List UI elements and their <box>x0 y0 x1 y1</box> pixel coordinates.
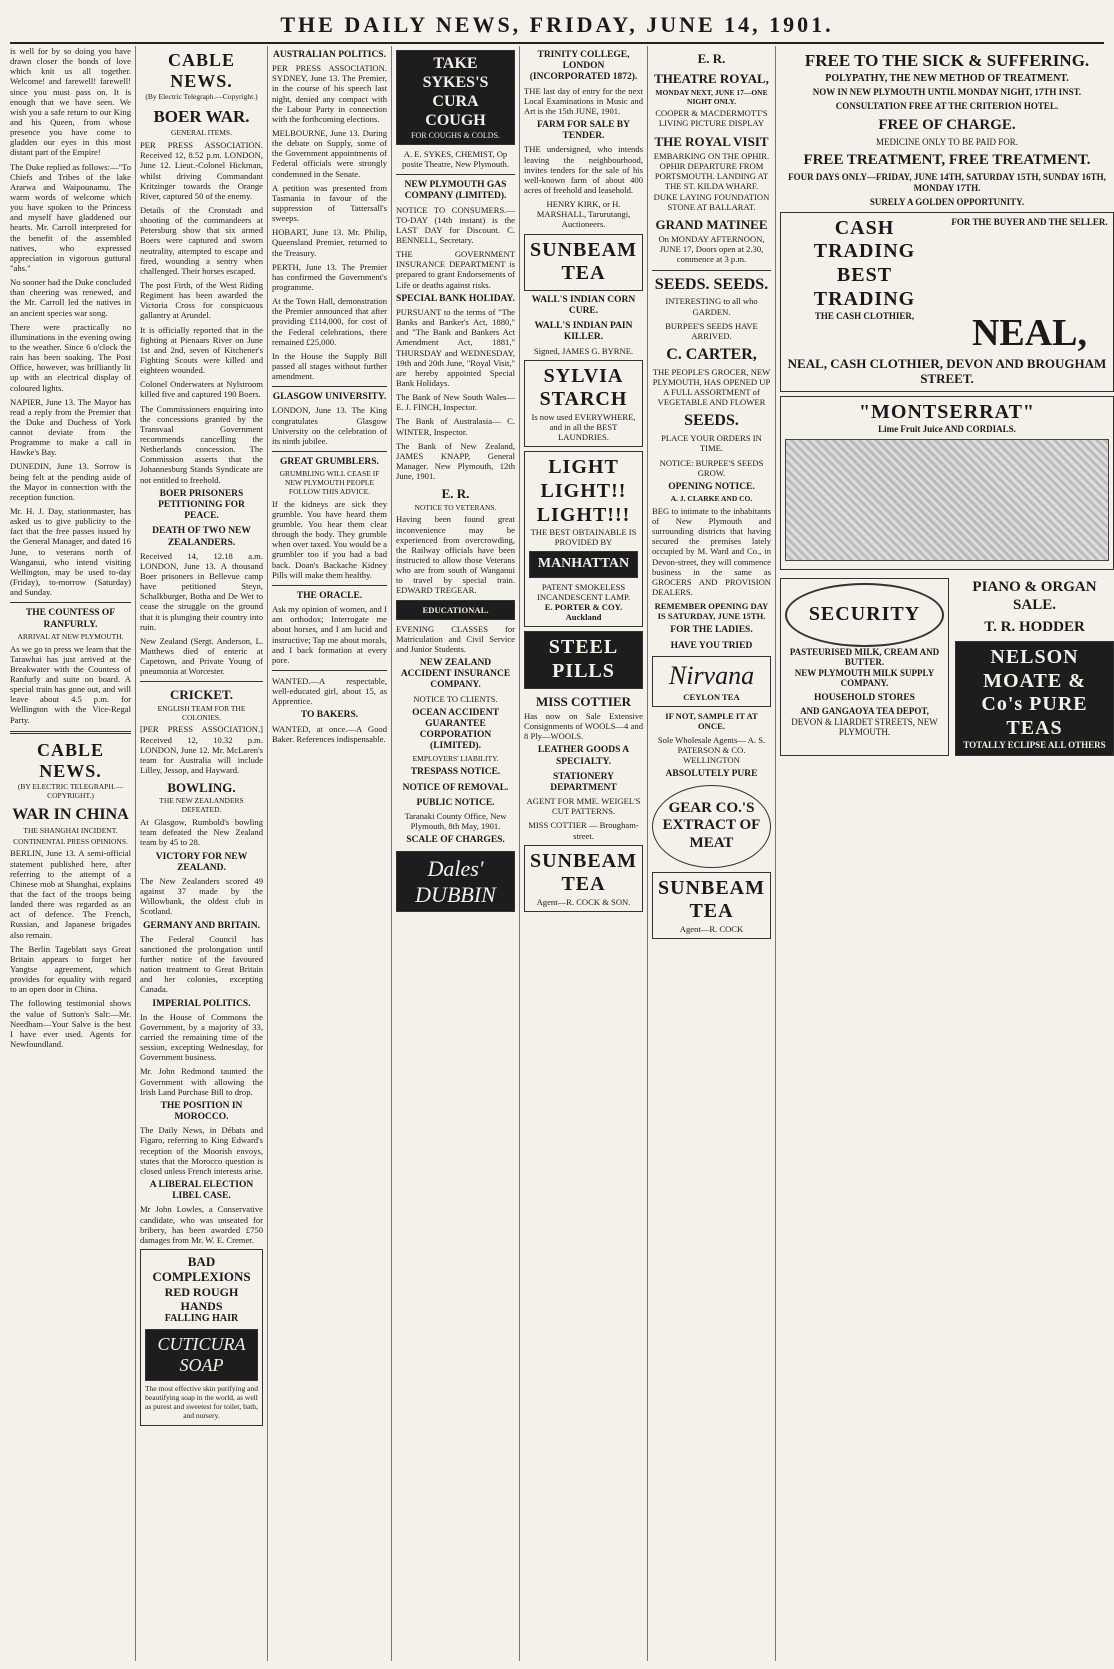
nirvana-tea-advertisement <box>652 656 771 707</box>
notice-text: Sole Wholesale Agents— A. S. PATERSON & CO. WELLINGTON <box>657 734 766 766</box>
subheadline: CONTINENTAL PRESS OPINIONS. <box>13 836 128 846</box>
headline: THE COUNTESS OF RANFURLY. <box>25 608 116 630</box>
headline: STATIONERY DEPARTMENT <box>550 771 617 793</box>
article-text: The New Zealanders scored 49 against 37 made by the Willowbank, the oldest club in Scotland. <box>140 875 263 917</box>
notice-text: The Bank of Australasia— C. WINTER, Inspector. <box>396 416 515 437</box>
notice-text: On MONDAY AFTERNOON, JUNE 17, Doors open at 2.30, commence at 3 p.m. <box>658 234 765 265</box>
headline: OPENING NOTICE. <box>668 481 755 492</box>
notice-text: EVENING CLASSES for Matriculation and Civil Service and Junior Students. <box>396 623 515 654</box>
notice-text: EMBARKING ON THE OPHIR. OPHIR DEPARTURE FROM PORTSMOUTH. LANDING AT THE ST. KILDA WHARF. DUKE LAYING FOUNDATION STONE AT BALLARAT. <box>653 150 770 212</box>
ad-text: AND GANGAOYA TEA DEPOT, <box>800 706 929 717</box>
subheadline: POLYPATHY, THE NEW METHOD OF TREATMENT. <box>825 73 1069 85</box>
headline: BOER PRISONERS PETITIONING FOR PEACE. <box>158 488 245 522</box>
newspaper-columns <box>10 46 1108 1661</box>
headline: FARM FOR SALE BY TENDER. <box>537 120 630 142</box>
ad-footer: NEAL, CASH CLOTHIER, DEVON AND BROUGHAM STREET. <box>787 356 1107 387</box>
ad-text: Agent—R. COCK <box>679 923 744 934</box>
ad-brand: "MONTSERRAT" <box>858 400 1036 423</box>
subheadline: NOTICE TO VETERANS. <box>414 502 497 512</box>
ad-header <box>785 217 1109 311</box>
ad-column-right <box>955 574 1114 760</box>
article-text: [PER PRESS ASSOCIATION.] Received 12, 10.32 p.m. LONDON, June 12. Mr. McLaren's team for Australia will include Lilley, Jessop, and Hayward. <box>140 724 263 775</box>
notice-text: PLACE YOUR ORDERS IN TIME. <box>661 433 762 454</box>
headline: NEW PLYMOUTH GAS COMPANY (LIMITED). <box>404 180 507 202</box>
subheadline: ARRIVAL AT NEW PLYMOUTH. <box>17 631 124 641</box>
ad-text: PATENT SMOKELESS INCANDESCENT LAMP. <box>537 581 630 603</box>
ad-text: DEVON & LIARDET STREETS, NEW PLYMOUTH. <box>791 716 938 738</box>
ad-text: The most effective skin purifying and beautifying soap in the world, as well as purest and sweetest for toilet, bath, and nursery. <box>145 1384 258 1420</box>
article-text: Mr. John Redmond taunted the Government with allowing the Irish Land Purchase Bill to drop. <box>140 1066 263 1097</box>
article-text: The post Firth, of the West Riding Regiment has been awarded the Victoria Cross for conspicuous gallantry at Arundel. <box>140 280 263 321</box>
article-text: LONDON, June 13. The King congratulates Glasgow University on the celebration of its ninth jubilee. <box>272 405 387 446</box>
article-text: Ask my opinion of women, and I am orthodox; Interrogate me about horses, and I am lucid and instructive; Tap me about morals, and I back formation at every pore. <box>272 604 387 665</box>
classified-ad: WANTED.—A respectable, well-educated girl, about 15, as Apprentice. <box>272 675 387 707</box>
headline: PIANO & ORGAN SALE. <box>972 578 1097 613</box>
headline: C. CARTER, <box>666 345 757 363</box>
article-text: HOBART, June 13. Mr. Philip, Queensland Premier, returned to the Treasury. <box>272 227 387 258</box>
masthead: THE DAILY NEWS, FRIDAY, JUNE 14, 1901. <box>10 8 1104 44</box>
ad-headline: BAD COMPLEXIONS <box>152 1253 251 1285</box>
article-text: BERLIN, June 13. A semi-official statement published here, after referring to the attempt of a Chinese mob at Shanghai, explains that the fact of the troops being landed there was regarded as an act of defence. The French, Russian, and Japanese brigades also remain. <box>10 848 131 940</box>
ad-headline: FALLING HAIR <box>164 1312 239 1324</box>
headline: IMPERIAL POLITICS. <box>152 998 251 1009</box>
article-text: It is officially reported that in the fighting at Pienaars River on June 1st and 2nd, seven of Kitchener's Fighting Scouts were killed and eighteen wounded. <box>140 324 263 376</box>
notice-text: Has now on Sale Extensive Consignments of WOOLS—4 and 8 Ply—WOOLS. <box>524 710 643 742</box>
headline: SCALE OF CHARGES. <box>406 835 505 846</box>
notice-text: BEG to intimate to the inhabitants of New Plymouth and surrounding districts that having secured the premises lately occupied by M. Ward and Co., in Devon-street, they will commence business in the same as GROCERS AND PROVISION DEALERS. <box>652 505 771 598</box>
manhattan-lamp-advertisement <box>524 451 643 627</box>
article-text: The Commissioners enquiring into the concessions granted by the Transvaal Government recommends cancelling the Netherlands concession. The Commission asserts that the Johannesburg Stands Syndicate are not entitled to freehold. <box>140 403 263 485</box>
headline: PUBLIC NOTICE. <box>416 797 495 808</box>
headline: TRESPASS NOTICE. <box>410 767 501 778</box>
nelson-moate-tea-advertisement <box>955 641 1114 756</box>
headline: E. R. <box>441 486 470 502</box>
headline: SPECIAL BANK HOLIDAY. <box>396 293 515 304</box>
notice-text: NOTICE: BURPEE'S SEEDS GROW. <box>659 457 764 478</box>
subheadline: THE NEW ZEALANDERS DEFEATED. <box>159 796 244 815</box>
article-text: As we go to press we learn that the Tarawhai has just arrived at the Breakwater with the Countess of Ranfurly and suite on board. A special train has gone out, and will leave about 4.5 p.m. for Wellington with the Vice-Regal Party. <box>10 643 131 725</box>
article-text: Details of the Cronstadt and shooting of the commandeers at Petersburg show that six armed Boers were captured and sworn neutrality, attempted to escape and fired, wounding a sentry when challenged. Their horses escaped. <box>140 205 263 276</box>
divider <box>652 270 771 271</box>
ad-headline: LIGHT LIGHT!! LIGHT!!! <box>536 456 631 526</box>
article-text: The Federal Council has sanctioned the prolongation until further notice of the favoured nation treatment to Great Britain and her colonies, excepting Canada. <box>140 933 263 995</box>
notice-text: HENRY KIRK, or H. MARSHALL, Tarurutangi, Auctioneers. <box>536 199 631 230</box>
column-4 <box>396 46 520 1661</box>
article-text: New Zealand (Sergt. Anderson, L. Matthews died of enteric at Capetown, and Private Young of pneumonia at Worcester. <box>140 635 263 677</box>
ad-tagline: CEYLON TEA <box>683 691 740 702</box>
ad-brand: SUNBEAM TEA <box>657 876 765 923</box>
gear-extract-advertisement: GEAR CO.'S EXTRACT OF MEAT <box>652 785 771 868</box>
notice-text: NOTICE TO CONSUMERS.—TO-DAY (14th instant) is the LAST DAY for Discount. C. BENNELL, Secretary. <box>396 204 515 246</box>
headline: FREE OF CHARGE. <box>878 117 1016 134</box>
headline: WAR IN CHINA <box>12 805 129 823</box>
ad-tagline: FOR COUGHS & COLDS. <box>411 130 500 140</box>
article-text: If the kidneys are sick they grumble. You have heard them grumble. You hear them clear through the body. They grumble when over taxed. You would be a grumbler too if you had a bad back. Doan's Backache Kidney Pills will make them healthy. <box>272 498 387 580</box>
ad-tagline: FOR THE BUYER AND THE SELLER. <box>951 216 1108 227</box>
headline: CRICKET. <box>170 687 233 703</box>
column-3 <box>272 46 392 1661</box>
headline: GLASGOW UNIVERSITY. <box>272 392 387 403</box>
ad-row <box>780 574 1114 760</box>
headline: E. R. <box>697 51 726 66</box>
headline: A LIBERAL ELECTION LIBEL CASE. <box>149 1180 254 1202</box>
column-5 <box>524 46 648 1661</box>
neal-clothier-advertisement <box>780 212 1114 392</box>
headline: VICTORY FOR NEW ZEALAND. <box>155 851 248 873</box>
notice-text: INTERESTING to all who GARDEN. <box>665 296 758 317</box>
subheadline: GRUMBLING WILL CEASE IF NEW PLYMOUTH PEOPLE FOLLOW THIS ADVICE. <box>279 469 380 496</box>
cura-cough-advertisement <box>396 50 515 145</box>
article-text: Colonel Onderwaters at Nylstroom killed five and captured 190 Boers. <box>140 379 263 400</box>
article-text: At Glasgow, Rumbold's bowling team defeated the New Zealand team by 45 to 28. <box>140 817 263 848</box>
headline: SEEDS. SEEDS. <box>654 275 769 293</box>
cuticura-advertisement <box>140 1249 263 1426</box>
divider <box>396 174 515 175</box>
subheadline: GENERAL ITEMS. <box>171 128 232 138</box>
notice-text: REMEMBER OPENING DAY IS SATURDAY, JUNE 15TH. <box>654 601 769 622</box>
ad-text: PASTEURISED MILK, CREAM AND BUTTER. <box>789 646 940 668</box>
divider <box>272 670 387 671</box>
headline: THEATRE ROYAL, <box>654 71 769 87</box>
article-text: is well for by so doing you have drawn closer the bonds of love which knit us all together. Welcome! and farewell! farewell! since you must pass on. It is enough that we have seen. We wish you a safe return to our King and his Queen, from whose presence you have come to gladden our eyes in this most distant part of the Empire! <box>10 46 131 158</box>
headline: FREE TREATMENT, FREE TREATMENT. <box>803 152 1091 169</box>
section-title: CABLE NEWS. <box>36 739 104 781</box>
ad-text: E. PORTER & COY. Auckland <box>544 602 623 623</box>
article-text: At the Town Hall, demonstration the Premier announced that after providing £114,000, for cost of the Federal celebrations, there remained £25,000. <box>272 296 387 347</box>
headline: GREAT GRUMBLERS. <box>280 457 379 468</box>
notice-text: COOPER & MACDERMOTT'S LIVING PICTURE DISPLAY <box>655 108 768 129</box>
column-7 <box>780 46 1114 1661</box>
headline: TRINITY COLLEGE, LONDON (INCORPORATED 1872). <box>529 50 638 83</box>
article-text: NAPIER, June 13. The Mayor has read a reply from the Premier that the Duke and Duchess of York cannot deviate from the Programme to make a call in Hawke's Bay. <box>10 396 131 458</box>
headline: HOUSEHOLD STORES <box>814 692 915 703</box>
notice-text: SURELY A GOLDEN OPPORTUNITY. <box>869 197 1025 208</box>
dubbin-advertisement: Dales' DUBBIN <box>396 851 515 913</box>
headline: THE ROYAL VISIT <box>654 133 769 149</box>
ad-brand: NEAL, <box>971 312 1088 355</box>
ad-text: A. E. SYKES, CHEMIST, Op posite Theatre, New Plymouth. <box>401 148 509 170</box>
ad-tagline: TOTALLY ECLIPSE ALL OTHERS <box>963 740 1106 751</box>
headline: AUSTRALIAN POLITICS. <box>273 50 386 60</box>
headline: TO BAKERS. <box>300 710 359 721</box>
article-text: In the House of Commons the Government, by a majority of 33, carried the remaining time of the session, excepting Wednesday, for Government business. <box>140 1011 263 1063</box>
ad-text: Is now used EVERYWHERE, and in all the BEST LAUNDRIES. <box>531 411 636 443</box>
ad-brand: Nirvana <box>668 660 755 690</box>
notice-text: THE GOVERNMENT INSURANCE DEPARTMENT is prepared to grant Endorsements of Life or deaths against risks. <box>396 249 515 290</box>
headline: GERMANY AND BRITAIN. <box>143 920 260 931</box>
section-title: CABLE NEWS. <box>167 50 235 92</box>
sunbeam-tea-advertisement <box>524 845 643 912</box>
ad-text: THE CASH CLOTHIER, <box>814 311 915 322</box>
article-text: Mr. H. J. Day, stationmaster, has asked us to give publicity to the fact that the free passes issued by the General Manager, and dated 16 June, to veterans north of Wanganui, who intend visiting Wellington, may be used to-day (Friday), to-morrow (Saturday) and Sunday. <box>10 506 131 598</box>
subheadline: EMPLOYERS' LIABILITY. <box>412 753 499 763</box>
montserrat-advertisement <box>780 396 1114 570</box>
security-milk-advertisement <box>780 578 949 756</box>
notice-text: MEDICINE ONLY TO BE PAID FOR. <box>875 136 1019 147</box>
column-6 <box>652 46 776 1661</box>
notice-text: Signed, JAMES G. BYRNE. <box>533 345 634 356</box>
ad-brand-row <box>785 311 1109 356</box>
notice-text: NOTICE TO CLIENTS. <box>413 693 498 704</box>
article-text: MELBOURNE, June 13. During the debate on Supply, some of the Government appointments of Federal officials were strongly condemned in the Senate. <box>272 128 387 179</box>
notice-text: THE PEOPLE'S GROCER, NEW PLYMOUTH, HAS OPENED UP A FULL ASSORTMENT of VEGETABLE AND FLOWER <box>652 366 771 408</box>
headline: MISS COTTIER <box>536 693 631 709</box>
divider <box>140 681 263 682</box>
headline: FREE TO THE SICK & SUFFERING. <box>804 51 1090 70</box>
steel-pills-advertisement: STEEL PILLS <box>524 631 643 688</box>
notice-text: The Bank of New Zealand, JAMES KNAPP, General Manager. New Plymouth, 12th June, 1901. <box>396 440 515 482</box>
article-text: Received 14, 12.18 a.m. LONDON, June 13. A thousand Boer prisoners in Bellevue camp have petitioned Steyn, Schalkburger, Botha and De Wet to cease the struggle on the ground that it is plunging their country into ruin. <box>140 550 263 632</box>
headline: OCEAN ACCIDENT GUARANTEE CORPORATION (LIMITED). <box>412 707 499 752</box>
notice-text: Having been found great inconvenience may be experienced from overcrowding, the Railway officials have been instructed to allow those Veterans who are from south of Wanganui to travel by special train. EDWARD TREGEAR. <box>396 514 515 596</box>
article-text: PER PRESS ASSOCIATION. SYDNEY, June 13. The Premier, in the course of his speech last night, denied any compact with the Labour Party in connection with the forthcoming elections. <box>272 63 387 124</box>
ad-seal: SECURITY <box>785 583 944 647</box>
subheadline: (BY ELECTRIC TELEGRAPH.—COPYRIGHT.) <box>17 782 124 800</box>
divider <box>272 451 387 452</box>
ad-text: THE BEST OBTAINABLE IS PROVIDED BY <box>530 527 637 548</box>
notice-text: AGENT FOR MME. WEIGEL'S CUT PATTERNS. <box>526 796 641 817</box>
headline: THE POSITION IN MOROCCO. <box>160 1100 243 1123</box>
notice-text: FOUR DAYS ONLY—FRIDAY, JUNE 14TH, SATURDAY 15TH, SUNDAY 16TH, MONDAY 17TH. <box>788 172 1106 193</box>
article-text: No sooner had the Duke concluded than cheering was renewed, and the Mr. Carroll led the natives in an ancient species war song. <box>10 277 131 318</box>
subheadline: MONDAY NEXT, JUNE 17—ONE NIGHT ONLY. <box>655 87 768 106</box>
notice-text: BURPEE'S SEEDS HAVE ARRIVED. <box>665 320 758 341</box>
article-text: The Duke replied as follows:—"To Chiefs and Tribes of the lake Ararwa and Waipounamu. The warm words of welcome which you have spoken to the Princess and myself have gladdened our hearts. Mr. Carroll interpreted for the benefit of the assembled natives, who expressed appreciation in vigorous guttural "ahs." <box>10 161 131 273</box>
notice-text: NOW IN NEW PLYMOUTH UNTIL MONDAY NIGHT, 17TH INST. <box>812 86 1082 97</box>
subheadline: ENGLISH TEAM FOR THE COLONIES. <box>157 703 246 722</box>
ad-brand: MANHATTAN <box>529 551 638 578</box>
notice-text: PURSUANT to the terms of "The Banks and Banker's Act, 1880," and "The Bank and Bankers Act Amendment Act, 1881," THURSDAY and WEDNESDAY, 19th and 20th June, "Royal Visit," are hereby appointed Special Bank Holidays. <box>396 306 515 388</box>
headline: NOTICE OF REMOVAL. <box>402 782 509 793</box>
ad-tagline: Lime Fruit Juice AND CORDIALS. <box>878 424 1016 435</box>
notice-text: The Bank of New South Wales— E. J. FINCH, Inspector. <box>396 392 515 413</box>
headline: BOER WAR. <box>153 107 250 127</box>
headline: WALL'S INDIAN PAIN KILLER. <box>534 321 633 343</box>
headline: ABSOLUTELY PURE <box>665 769 758 780</box>
article-text: The following testimonial shows the value of Sutton's Salt:—Mr. Needham—Your Salve is the best I have ever used. Agents for Newfoundland. <box>10 998 131 1049</box>
headline: GRAND MATINEE <box>655 216 768 232</box>
subheadline: THE SHANGHAI INCIDENT. <box>23 825 118 835</box>
ad-brand: SYLVIA STARCH <box>539 364 628 411</box>
article-text: There were practically no illuminations in the evening owing to the weather. Since 6 o'clock the rain has been soaking. The Post Office, however, was brilliantly lit up with an electrical display of coloured lights. <box>10 321 131 393</box>
headline: THE ORACLE. <box>296 590 363 601</box>
divider <box>272 585 387 586</box>
divider <box>10 731 131 734</box>
ad-brand: SUNBEAM TEA <box>529 849 637 896</box>
headline: LEATHER GOODS A SPECIALTY. <box>537 745 630 767</box>
headline: FOR THE LADIES. <box>670 625 753 636</box>
headline: SEEDS. <box>684 412 739 430</box>
ad-text: NEW PLYMOUTH MILK SUPPLY COMPANY. <box>794 667 935 689</box>
ad-brand: NELSON MOATE & Co's PURE TEAS <box>981 646 1088 739</box>
ad-headline: CASH TRADING BEST TRADING <box>813 216 916 310</box>
divider <box>272 386 387 387</box>
sunbeam-tea-advertisement <box>652 872 771 939</box>
subheadline: (By Electric Telegraph.—Copyright.) <box>145 92 258 102</box>
headline: DEATH OF TWO NEW ZEALANDERS. <box>152 526 251 548</box>
article-text: In the House the Supply Bill passed all stages without further amendment. <box>272 350 387 382</box>
headline: WALL'S INDIAN CORN CURE. <box>531 294 636 316</box>
ad-headline: RED ROUGH HANDS <box>164 1284 239 1313</box>
notice-text: CONSULTATION FREE AT THE CRITERION HOTEL. <box>835 101 1059 112</box>
article-text: PER PRESS ASSOCIATION. Received 12, 8.52 p.m. LONDON, June 12. Lieut.-Colonel Hickman, whilst driving Commandant Kritzinger towards the Orange River, captured 50 of the enemy. <box>140 140 263 201</box>
divider <box>10 602 131 603</box>
article-text: PERTH, June 13. The Premier has confirmed the Government's programme. <box>272 261 387 293</box>
sunbeam-tea-advertisement: SUNBEAM TEA <box>524 234 643 291</box>
headline: HAVE YOU TRIED <box>670 640 753 651</box>
lime-juice-illustration <box>785 439 1109 561</box>
notice-text: IF NOT, SAMPLE IT AT ONCE. <box>665 710 758 731</box>
sylvia-starch-advertisement <box>524 360 643 448</box>
headline: BOWLING. <box>167 780 236 796</box>
article-text: The Berlin Tageblatt says Great Britain appears to forget her Yangtse agreement, which provides for equality with regard to an open door in China. <box>10 943 131 995</box>
column-2 <box>140 46 268 1661</box>
notice-text: MISS COTTIER — Brougham-street. <box>528 820 639 841</box>
subheadline: A. J. CLARKE AND CO. <box>670 494 753 504</box>
notice-text: Taranaki County Office, New Plymouth, 8th May, 1901. <box>404 811 507 832</box>
article-text: Mr John Lowles, a Conservative candidate, who was unseated for bribery, has been awarded £750 damages from Mr. W. E. Cremer. <box>140 1204 263 1245</box>
notice-text: THE last day of entry for the next Local Examinations in Music and Art is the 15th JUNE, 1901. <box>524 85 643 116</box>
article-text: DUNEDIN, June 13. Sorrow is being felt at the pending aside of the Mayor in connection with the reception function. <box>10 461 131 502</box>
notice-text: THE undersigned, who intends leaving the neighbourhood, invites tenders for the sale of his well-known farm of about 400 acres of freehold and leasehold. <box>524 144 643 195</box>
ad-brand: TAKE SYKES'S CURA COUGH <box>422 55 489 129</box>
headline: NEW ZEALAND ACCIDENT INSURANCE COMPANY. <box>400 658 511 691</box>
classified-ad: WANTED, at once.—A Good Baker. References indispensable. <box>272 723 387 744</box>
ad-brand: CUTICURA SOAP <box>145 1329 258 1381</box>
headline: T. R. HODDER <box>984 619 1085 636</box>
article-text: A petition was presented from Tasmania in favour of the suppression of Tattersall's sweeps. <box>272 182 387 224</box>
article-text: The Daily News, in Débats and Figaro, referring to King Edward's reception of the Moorish envoys, states that the Morocco question is closed unless French interests arise. <box>140 1125 263 1176</box>
ad-text: Agent—R. COCK & SON. <box>536 896 631 907</box>
educational-banner: EDUCATIONAL. <box>396 600 515 620</box>
column-1 <box>10 46 136 1661</box>
